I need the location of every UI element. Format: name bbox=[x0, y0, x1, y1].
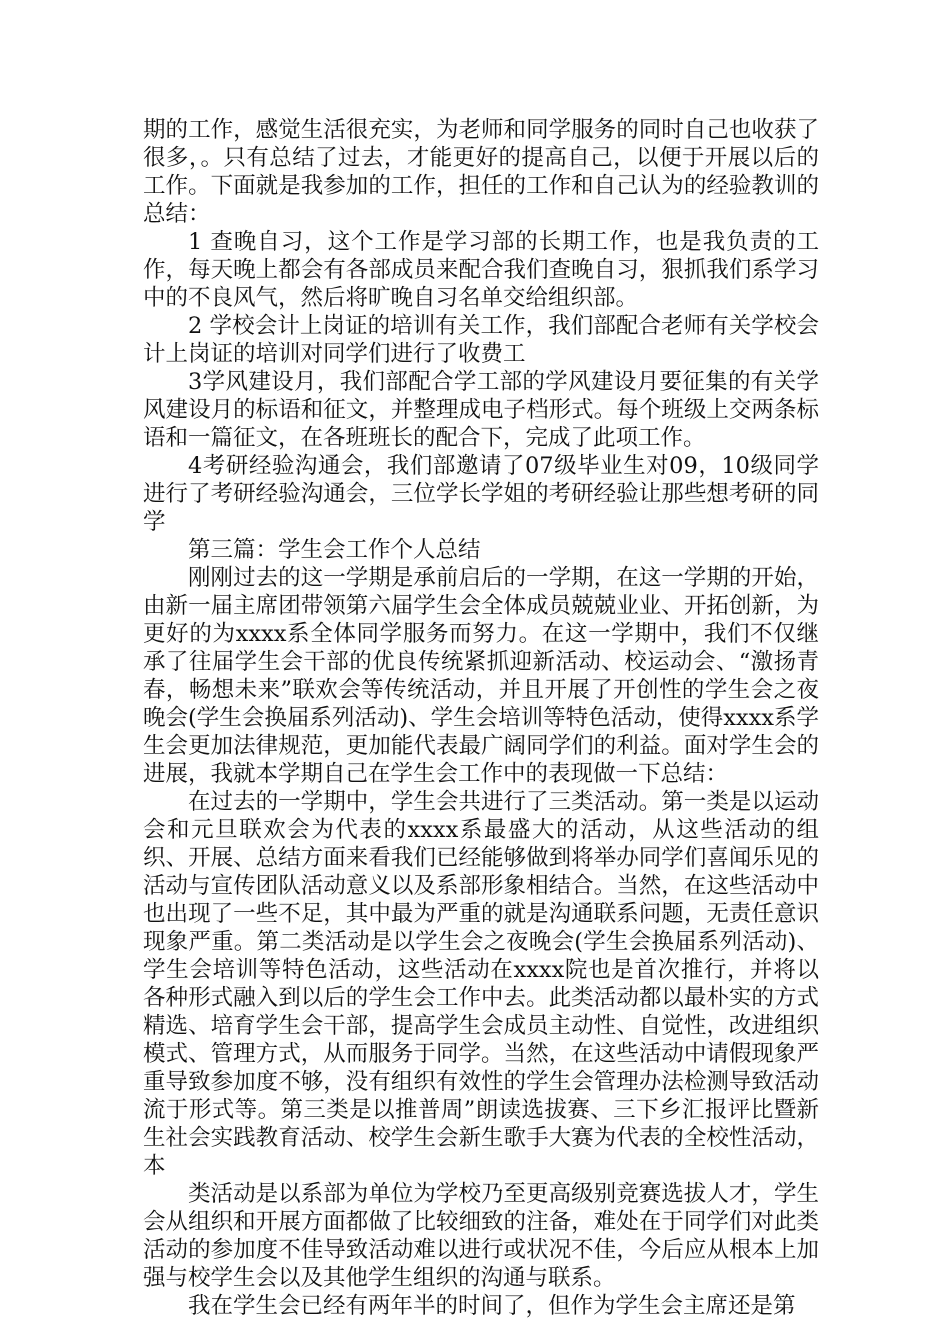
paragraph-9: 类活动是以系部为单位为学校乃至更高级别竞赛选拔人才，学生会从组织和开展方面都做了比较细致的注备，难处在于同学们对此类活动的参加度不佳导致活动难以进行或状况不佳，今后应从根本上加强与校学生会以及其他学生组织的沟通与联系。 bbox=[143, 1181, 819, 1291]
paragraph-5: 4考研经验沟通会，我们部邀请了07级毕业生对09，10级同学进行了考研经验沟通会，三位学长学姐的考研经验让那些想考研的同学 bbox=[143, 453, 819, 535]
paragraph-10: 我在学生会已经有两年半的时间了，但作为学生会主席还是第 bbox=[188, 1293, 796, 1319]
paragraph-1: 期的工作，感觉生活很充实，为老师和同学服务的同时自己也收获了很多，。只有总结了过去，才能更好的提高自己，以便于开展以后的工作。下面就是我参加的工作，担任的工作和自己认为的经验教训的总结： bbox=[143, 117, 819, 227]
paragraph-2: 1 查晚自习，这个工作是学习部的长期工作，也是我负责的工作，每天晚上都会有各部成员来配合我们查晚自习，狠抓我们系学习中的不良风气，然后将旷晚自习名单交给组织部。 bbox=[143, 229, 819, 311]
paragraph-3: 2 学校会计上岗证的培训有关工作，我们部配合老师有关学校会计上岗证的培训对同学们进行了收费工 bbox=[143, 313, 819, 367]
document-body bbox=[143, 116, 819, 1320]
section-heading: 第三篇：学生会工作个人总结 bbox=[188, 537, 481, 563]
paragraph-4: 3学风建设月，我们部配合学工部的学风建设月要征集的有关学风建设月的标语和征文，并整理成电子档形式。每个班级上交两条标语和一篇征文，在各班班长的配合下，完成了此项工作。 bbox=[143, 369, 819, 451]
paragraph-8: 在过去的一学期中，学生会共进行了三类活动。第一类是以运动会和元旦联欢会为代表的xxxx系最盛大的活动，从这些活动的组织、开展、总结方面来看我们已经能够做到将举办同学们喜闻乐见的活动与宣传团队活动意义以及系部形象相结合。当然，在这些活动中也出现了一些不足，其中最为严重的就是沟通联系问题，无责任意识现象严重。第二类活动是以学生会之夜晚会(学生会换届系列活动)、学生会培训等特色活动，这些活动在xxxx院也是首次推行，并将以各种形式融入到以后的学生会工作中去。此类活动都以最朴实的方式精选、培育学生会干部，提高学生会成员主动性、自觉性，改进组织模式、管理方式，从而服务于同学。当然，在这些活动中请假现象严重导致参加度不够，没有组织有效性的学生会管理办法检测导致活动流于形式等。第三类是以推普周”朗读选拔赛、三下乡汇报评比暨新生社会实践教育活动、校学生会新生歌手大赛为代表的全校性活动，本 bbox=[143, 789, 819, 1179]
paragraph-7: 刚刚过去的这一学期是承前启后的一学期，在这一学期的开始，由新一届主席团带领第六届学生会全体成员兢兢业业、开拓创新，为更好的为xxxx系全体同学服务而努力。在这一学期中，我们不仅继承了往届学生会干部的优良传统紧抓迎新活动、校运动会、“激扬青春，畅想未来”联欢会等传统活动，并且开展了开创性的学生会之夜晚会(学生会换届系列活动)、学生会培训等特色活动，使得xxxx系学生会更加法律规范，更加能代表最广阔同学们的利益。面对学生会的进展，我就本学期自己在学生会工作中的表现做一下总结： bbox=[143, 565, 819, 787]
